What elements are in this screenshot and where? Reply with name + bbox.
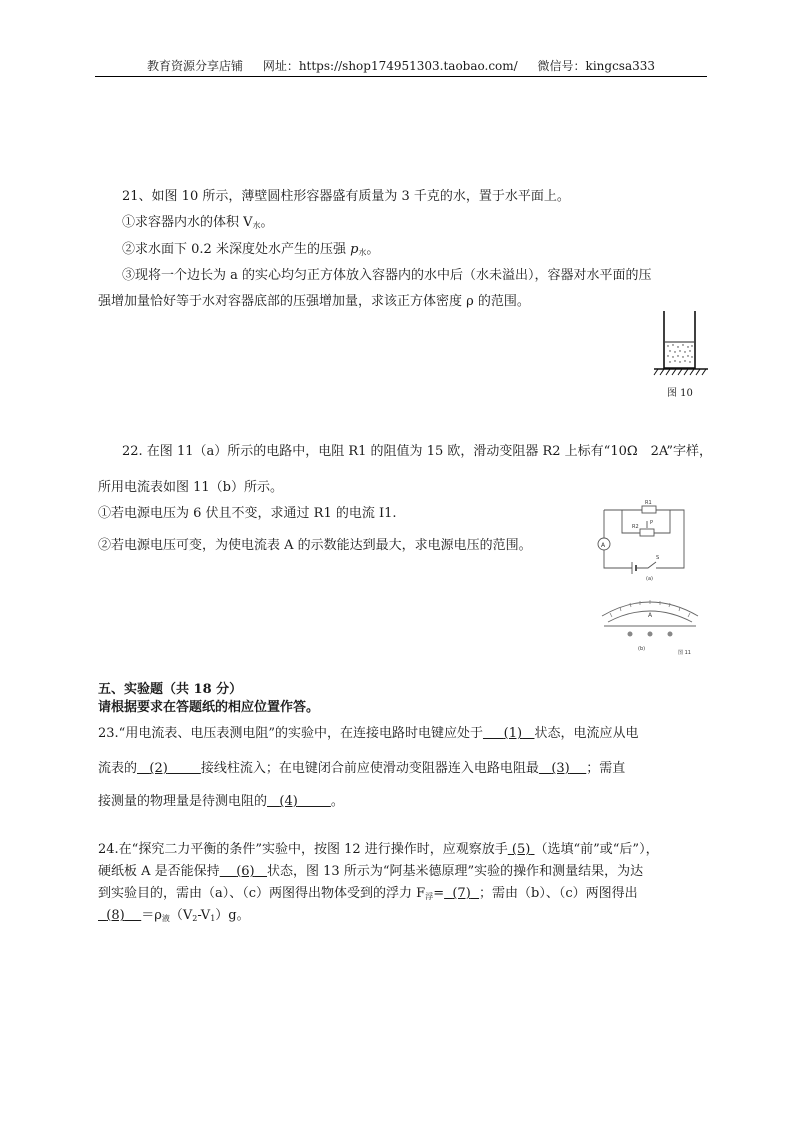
figure-11-caption: 图 11 bbox=[678, 650, 691, 656]
ammeter-terminals bbox=[628, 632, 673, 637]
q23-line3: 接测量的物理量是待测电阻的 (4) 。 bbox=[98, 794, 344, 809]
q21-part3-line1: ③现将一个边长为 a 的实心均匀正方体放入容器内的水中后（水未溢出），容器对水平面的压 bbox=[122, 268, 652, 283]
ground-hatch bbox=[654, 369, 706, 375]
q21-intro: 21、如图 10 所示，薄壁圆柱形容器盛有质量为 3 千克的水，置于水平面上。 bbox=[122, 189, 570, 204]
cylinder-container bbox=[664, 311, 695, 368]
blank-6: (6) bbox=[236, 864, 255, 879]
r1-label: R1 bbox=[645, 500, 652, 506]
s-label: S bbox=[656, 555, 660, 561]
q22-intro-line2: 所用电流表如图 11（b）所示。 bbox=[98, 480, 283, 495]
fig-b-label: (b) bbox=[638, 646, 646, 652]
water-dots bbox=[667, 344, 692, 362]
header-shop: 教育资源分享店铺 bbox=[146, 59, 243, 73]
q21-part1: ①求容器内水的体积 V水。 bbox=[122, 215, 274, 230]
q21-part3-line2: 强增加量恰好等于水对容器底部的压强增加量，求该正方体密度 ρ 的范围。 bbox=[98, 294, 530, 309]
section5-instruction: 请根据要求在答题纸的相应位置作答。 bbox=[98, 700, 320, 715]
ammeter-label: A bbox=[601, 542, 606, 549]
resistor-r2 bbox=[640, 529, 654, 536]
switch-s bbox=[636, 562, 656, 568]
figure-10-container-diagram bbox=[648, 306, 712, 382]
blank-8: (8) bbox=[106, 908, 125, 923]
fig-a-label: (a) bbox=[646, 576, 653, 582]
blank-1: (1) bbox=[503, 726, 523, 741]
circuit-left-wire bbox=[604, 510, 632, 568]
q23-line1: 23.“用电流表、电压表测电阻”的实验中，在连接电路时电键应处于 (1) 状态，电流应从电 bbox=[98, 726, 639, 741]
q22-intro-line1: 22. 在图 11（a）所示的电路中，电阻 R1 的阻值为 15 欧，滑动变阻器 R2 上标有“10Ω 2A”字样， bbox=[122, 444, 713, 459]
r2-label: R2 bbox=[632, 524, 639, 530]
q24-line4: (8) ＝ρ液（V2-V1）g。 bbox=[106, 908, 250, 923]
blank-4: (4) bbox=[279, 794, 298, 809]
figure-11b-ammeter bbox=[594, 586, 706, 658]
q23-line2: 流表的 (2) 接线柱流入；在电键闭合前应使滑动变阻器连入电路电阻最 (3) ；需直 bbox=[98, 761, 626, 776]
header-site: 网址：https://shop174951303.taobao.com/ bbox=[262, 59, 518, 73]
q21-part2: ②求水面下 0.2 米深度处水产生的压强 p水。 bbox=[122, 242, 380, 257]
water-region bbox=[665, 342, 694, 368]
q22-part2: ②若电源电压可变，为使电流表 A 的示数能达到最大，求电源电压的范围。 bbox=[98, 538, 532, 553]
figure-11a-circuit bbox=[592, 496, 702, 582]
section5-title: 五、实验题（共 18 分） bbox=[98, 682, 243, 697]
blank-2: (2) bbox=[149, 761, 168, 776]
blank-3: (3) bbox=[551, 761, 570, 776]
resistor-r1 bbox=[642, 506, 656, 513]
p-label: P bbox=[650, 520, 654, 526]
q24-line1: 24.在“探究二力平衡的条件”实验中，按图 12 进行操作时，应观察放手 (5) （选填“前”或“后”）， bbox=[98, 842, 659, 857]
page-header bbox=[95, 58, 707, 77]
figure-10-caption: 图 10 bbox=[667, 388, 693, 399]
header-wechat: 微信号：kingcsa333 bbox=[537, 59, 656, 73]
q22-part1: ①若电源电压为 6 伏且不变，求通过 R1 的电流 I1. bbox=[98, 506, 397, 521]
q24-line3: 到实验目的，需由（a）、（c）两图得出物体受到的浮力 F浮= (7) ；需由（b）、（c）两图得出 bbox=[98, 886, 638, 901]
circuit-outer-wire bbox=[604, 510, 684, 568]
q24-line2: 硬纸板 A 是否能保持 (6) 状态，图 13 所示为“阿基米德原理”实验的操作和测量结果，为达 bbox=[98, 864, 644, 879]
ammeter-scale-letter: A bbox=[648, 612, 653, 619]
blank-5: (5) bbox=[511, 842, 531, 857]
blank-7: (7) bbox=[452, 886, 471, 901]
